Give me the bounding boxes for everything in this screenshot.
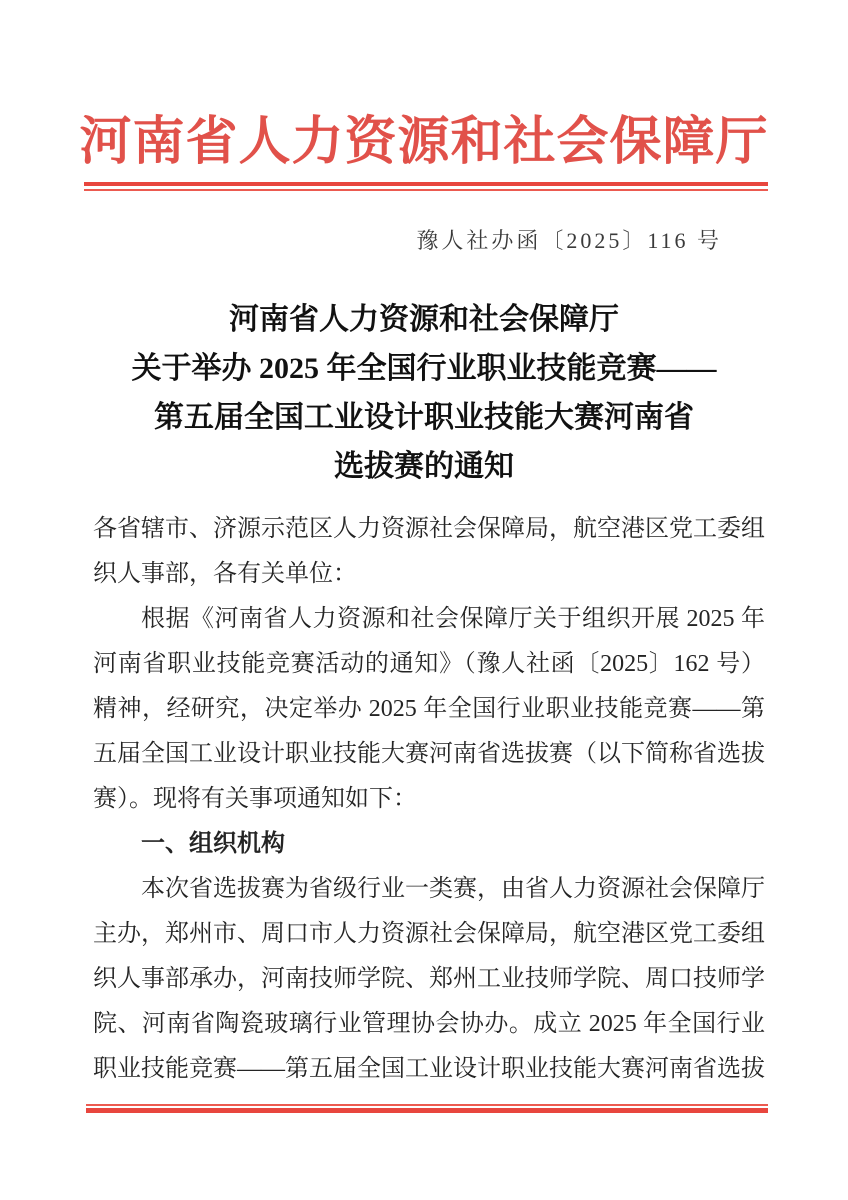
body-line: 院、河南省陶瓷玻璃行业管理协会协办。成立 2025 年全国行业 <box>93 1011 765 1037</box>
header-rule <box>84 182 768 191</box>
body-text <box>93 507 765 1092</box>
body-line: 织人事部承办，河南技师学院、郑州工业技师学院、周口技师学 <box>93 966 765 992</box>
footer-rule-thin-line <box>86 1104 768 1106</box>
body-line: 主办，郑州市、周口市人力资源社会保障局，航空港区党工委组 <box>93 921 765 947</box>
notice-title-line-3: 第五届全国工业设计职业技能大赛河南省 <box>154 401 694 434</box>
footer-rule <box>86 1104 768 1113</box>
body-line: 河南省职业技能竞赛活动的通知》（豫人社函〔2025〕162 号） <box>93 651 765 677</box>
notice-title-line-1: 河南省人力资源和社会保障厅 <box>229 303 619 336</box>
masthead-org-name: 河南省人力资源和社会保障厅 <box>79 114 769 171</box>
notice-title-line-4: 选拔赛的通知 <box>334 450 514 483</box>
header-rule-thin-line <box>84 189 768 191</box>
body-line: 各省辖市、济源示范区人力资源社会保障局，航空港区党工委组 <box>93 516 765 542</box>
body-line: 职业技能竞赛——第五届全国工业设计职业技能大赛河南省选拔 <box>93 1056 765 1082</box>
body-line: 织人事部，各有关单位： <box>93 561 357 587</box>
notice-title-line-2: 关于举办 2025 年全国行业职业技能竞赛—— <box>131 352 717 385</box>
body-line: 赛）。现将有关事项通知如下： <box>93 786 417 812</box>
header-rule-thick-line <box>84 182 768 186</box>
footer-rule-thick-line <box>86 1108 768 1113</box>
body-line: 本次省选拔赛为省级行业一类赛，由省人力资源社会保障厅 <box>141 876 765 902</box>
body-line: 根据《河南省人力资源和社会保障厅关于组织开展 2025 年 <box>141 606 765 632</box>
section-heading: 一、组织机构 <box>141 831 285 857</box>
document-number: 豫人社办函〔2025〕116 号 <box>416 228 722 253</box>
body-line: 精神，经研究，决定举办 2025 年全国行业职业技能竞赛——第 <box>93 696 765 722</box>
body-line: 五届全国工业设计职业技能大赛河南省选拔赛（以下简称省选拔 <box>93 741 765 767</box>
notice-title <box>0 295 848 491</box>
